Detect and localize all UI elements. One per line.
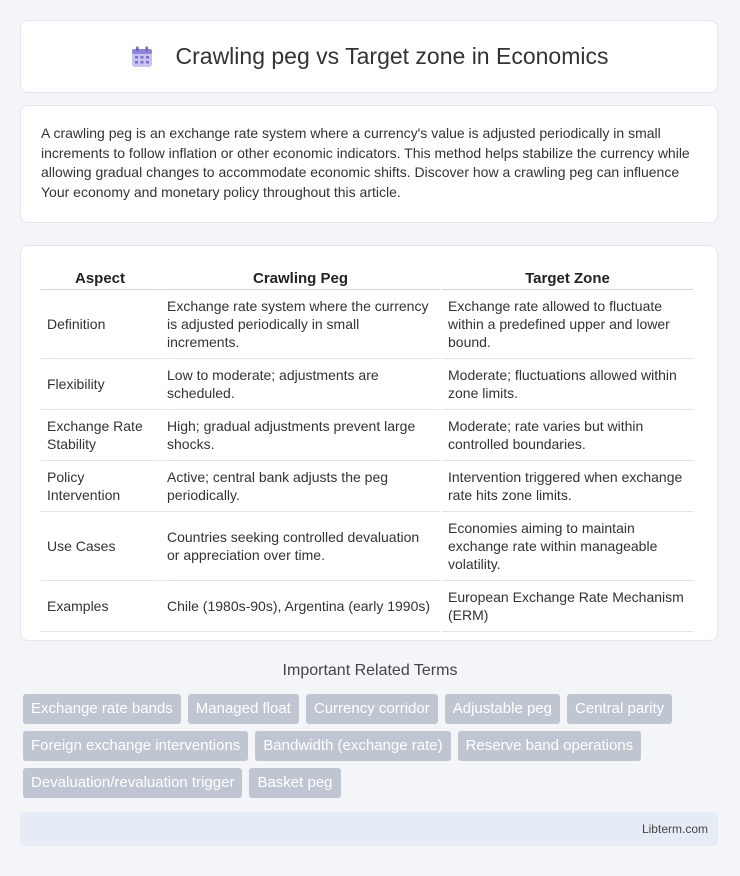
- comparison-table: [39, 264, 695, 632]
- page-title: Crawling peg vs Target zone in Economics: [175, 43, 609, 69]
- row-target-zone: Exchange rate allowed to fluctuate within a predefined upper and lower bound.: [442, 290, 693, 359]
- table-row: [41, 359, 693, 410]
- related-terms-title: Important Related Terms: [282, 662, 458, 679]
- related-term-tag[interactable]: Central parity: [567, 694, 672, 724]
- row-target-zone: Intervention triggered when exchange rate hits zone limits.: [442, 461, 693, 512]
- row-target-zone: European Exchange Rate Mechanism (ERM): [442, 581, 693, 632]
- row-aspect: Use Cases: [41, 512, 159, 581]
- row-crawling-peg: Countries seeking controlled devaluation or appreciation over time.: [161, 512, 440, 581]
- related-term-tag[interactable]: Bandwidth (exchange rate): [255, 731, 450, 761]
- row-crawling-peg: High; gradual adjustments prevent large shocks.: [161, 410, 440, 461]
- row-aspect: Examples: [41, 581, 159, 632]
- table-row: [41, 581, 693, 632]
- title-card: [20, 20, 718, 93]
- footer-brand[interactable]: Libterm.com: [641, 822, 708, 836]
- table-header-row: [41, 264, 693, 290]
- related-term-tag[interactable]: Adjustable peg: [445, 694, 560, 724]
- table-row: [41, 290, 693, 359]
- related-term-tag[interactable]: Reserve band operations: [458, 731, 642, 761]
- related-terms-list: [23, 694, 723, 798]
- intro-text: A crawling peg is an exchange rate system where a currency's value is adjusted periodically in small increments to follow inflation or other economic indicators. This method helps stabilize the currency while allowing gradual changes to accommodate economic shifts. Discover how a crawling peg can influence Your economy and monetary policy throughout this article.: [41, 125, 690, 200]
- row-target-zone: Moderate; rate varies but within controlled boundaries.: [442, 410, 693, 461]
- row-target-zone: Economies aiming to maintain exchange rate within manageable volatility.: [442, 512, 693, 581]
- table-row: [41, 461, 693, 512]
- related-term-tag[interactable]: Currency corridor: [306, 694, 438, 724]
- header-crawling-peg: Crawling Peg: [161, 264, 440, 290]
- row-target-zone: Moderate; fluctuations allowed within zone limits.: [442, 359, 693, 410]
- related-term-tag[interactable]: Managed float: [188, 694, 299, 724]
- row-aspect: Definition: [41, 290, 159, 359]
- related-term-tag[interactable]: Foreign exchange interventions: [23, 731, 248, 761]
- footer: [20, 812, 718, 846]
- table-row: [41, 512, 693, 581]
- calendar-icon: [130, 45, 154, 69]
- row-aspect: Policy Intervention: [41, 461, 159, 512]
- row-aspect: Exchange Rate Stability: [41, 410, 159, 461]
- page-title-wrap: [130, 43, 609, 70]
- row-crawling-peg: Exchange rate system where the currency is adjusted periodically in small increments.: [161, 290, 440, 359]
- comparison-card: [20, 245, 718, 641]
- related-term-tag[interactable]: Exchange rate bands: [23, 694, 181, 724]
- related-term-tag[interactable]: Basket peg: [249, 768, 340, 798]
- row-aspect: Flexibility: [41, 359, 159, 410]
- related-term-tag[interactable]: Devaluation/revaluation trigger: [23, 768, 242, 798]
- table-row: [41, 410, 693, 461]
- header-aspect: Aspect: [41, 264, 159, 290]
- row-crawling-peg: Low to moderate; adjustments are scheduled.: [161, 359, 440, 410]
- row-crawling-peg: Active; central bank adjusts the peg periodically.: [161, 461, 440, 512]
- header-target-zone: Target Zone: [442, 264, 693, 290]
- row-crawling-peg: Chile (1980s-90s), Argentina (early 1990s): [161, 581, 440, 632]
- intro-card: [20, 105, 718, 223]
